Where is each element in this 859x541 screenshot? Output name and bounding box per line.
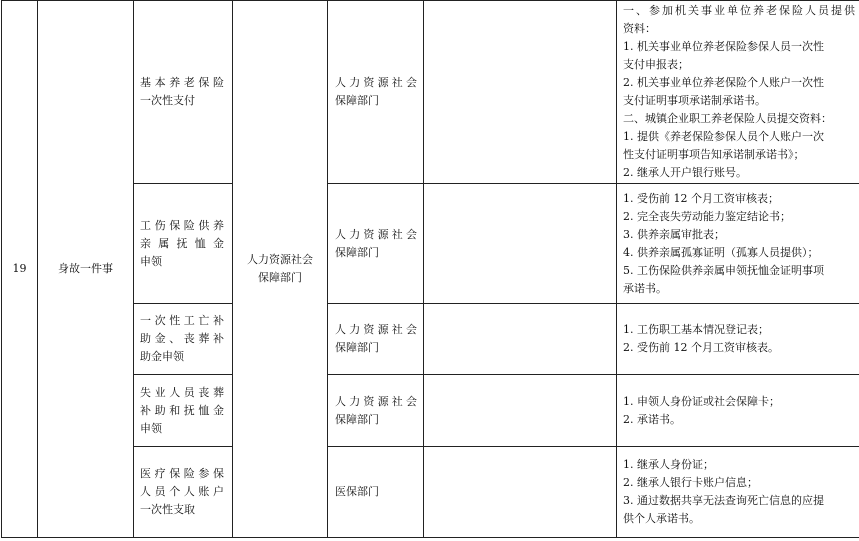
materials-line: 支付申报表； <box>623 58 689 71</box>
materials-cell <box>617 304 859 375</box>
department-line: 保障部门 <box>335 245 379 259</box>
lead-department-line: 人力资源社会 <box>247 253 313 266</box>
service-table <box>1 0 859 538</box>
lead-department-cell <box>233 1 328 538</box>
empty-cell <box>424 375 617 447</box>
department-line: 保障部门 <box>335 341 379 354</box>
department-cell <box>328 184 424 304</box>
materials-line: 支付证明事项承诺制承诺书。 <box>623 94 766 107</box>
materials-line: 2. 承诺书。 <box>623 412 681 426</box>
materials-cell <box>617 375 859 447</box>
materials-line: 2. 继承人银行卡账户信息； <box>623 476 758 489</box>
item-name-line: 助金、丧葬补 <box>140 332 224 345</box>
empty-cell <box>424 447 617 538</box>
department-line: 人力资源社会 <box>335 227 417 241</box>
item-name-cell <box>134 447 233 538</box>
materials-line: 1. 工伤职工基本情况登记表； <box>623 323 769 336</box>
item-name-line: 一次性支付 <box>140 94 195 107</box>
row-number: 19 <box>2 1 38 538</box>
department-line: 保障部门 <box>335 412 379 426</box>
materials-line: 2. 继承人开户银行账号。 <box>623 166 747 179</box>
lead-department-line: 保障部门 <box>258 271 302 284</box>
table-row <box>2 1 859 184</box>
department-line: 人力资源社会 <box>335 323 417 336</box>
item-name-line: 基本养老保险 <box>140 76 224 89</box>
department-line: 人力资源社会 <box>335 394 417 408</box>
item-name-line: 助金申领 <box>140 350 184 363</box>
item-name-line: 人员个人账户 <box>140 485 224 498</box>
materials-line: 4. 供养亲属孤寡证明（孤寡人员提供）； <box>623 245 819 259</box>
department-cell <box>328 375 424 447</box>
empty-cell <box>424 304 617 375</box>
item-name-line: 工伤保险供养 <box>140 218 224 232</box>
materials-cell <box>617 184 859 304</box>
item-name-cell <box>134 1 233 184</box>
materials-cell <box>617 1 859 184</box>
materials-line: 2. 受伤前 12 个月工资审核表。 <box>623 341 779 354</box>
materials-line: 3. 供养亲属审批表； <box>623 227 725 241</box>
empty-cell <box>424 184 617 304</box>
department-line: 人力资源社会 <box>335 76 417 89</box>
materials-line: 二、城镇企业职工养老保险人员提交资料： <box>623 112 832 125</box>
materials-line: 5. 工伤保险供养亲属申领抚恤金证明事项 <box>623 263 824 277</box>
department-cell <box>328 447 424 538</box>
materials-line: 1. 受伤前 12 个月工资审核表； <box>623 191 779 205</box>
department-line: 医保部门 <box>335 485 379 498</box>
materials-line: 1. 继承人身份证； <box>623 458 714 471</box>
materials-line: 资料： <box>623 22 656 35</box>
materials-line: 1. 机关事业单位养老保险参保人员一次性 <box>623 40 824 53</box>
materials-line: 性支付证明事项告知承诺制承诺书》； <box>623 148 805 161</box>
category-cell: 身故一件事 <box>38 1 134 538</box>
item-name-line: 医疗保险参保 <box>140 467 224 480</box>
item-name-line: 申领 <box>140 254 162 268</box>
materials-line: 一、参加机关事业单位养老保险人员提供 <box>623 4 855 17</box>
item-name-line: 补助和抚恤金 <box>140 403 224 417</box>
item-name-line: 一次性工亡补 <box>140 314 224 327</box>
department-cell <box>328 1 424 184</box>
empty-cell <box>424 1 617 184</box>
item-name-cell <box>134 304 233 375</box>
department-line: 保障部门 <box>335 94 379 107</box>
materials-line: 3. 通过数据共享无法查询死亡信息的应提 <box>623 494 824 507</box>
materials-line: 2. 机关事业单位养老保险个人账户一次性 <box>623 76 824 89</box>
item-name-cell <box>134 184 233 304</box>
materials-cell <box>617 447 859 538</box>
item-name-line: 一次性支取 <box>140 503 195 516</box>
materials-line: 承诺书。 <box>623 281 667 295</box>
department-cell <box>328 304 424 375</box>
materials-line: 1. 申领人身份证或社会保障卡； <box>623 394 780 408</box>
item-name-line: 申领 <box>140 421 162 435</box>
materials-line: 供个人承诺书。 <box>623 512 700 525</box>
materials-line: 2. 完全丧失劳动能力鉴定结论书； <box>623 209 791 223</box>
item-name-line: 亲属抚恤金 <box>140 236 224 250</box>
item-name-line: 失业人员丧葬 <box>140 385 224 399</box>
item-name-cell <box>134 375 233 447</box>
materials-line: 1. 提供《养老保险参保人员个人账户一次 <box>623 130 824 143</box>
